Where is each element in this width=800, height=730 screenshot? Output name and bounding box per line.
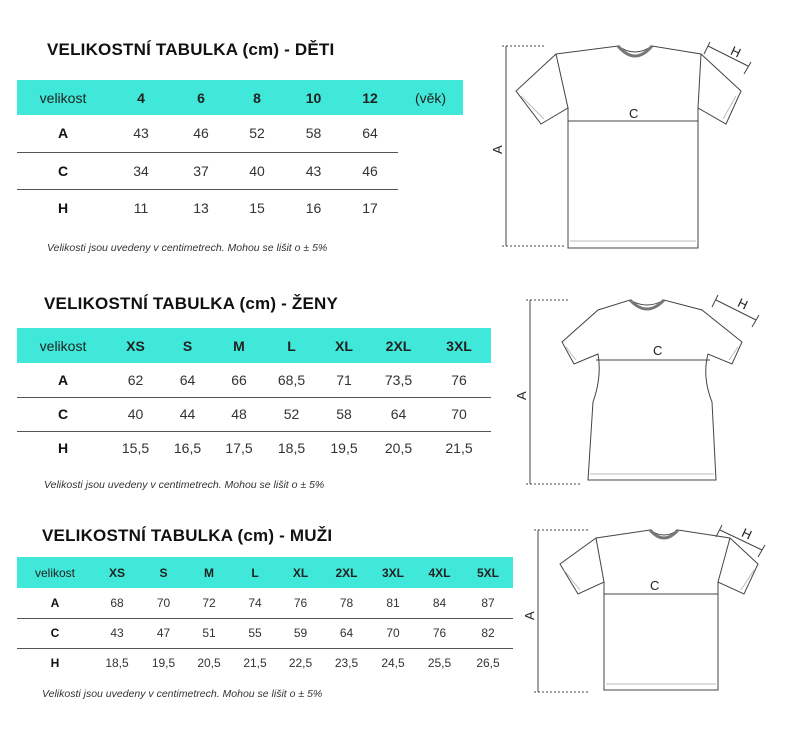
table-cell: 15,5 xyxy=(121,440,150,457)
table-cell: 19,5 xyxy=(330,440,358,457)
table-cell: 17,5 xyxy=(225,440,253,457)
size-header-cell: XS xyxy=(109,328,162,363)
size-header-cell: 2XL xyxy=(323,557,370,588)
table-cell: 64 xyxy=(370,397,427,431)
table-cell: 68 xyxy=(93,588,141,618)
row-label: C xyxy=(17,152,109,189)
table-cell: 70 xyxy=(141,588,186,618)
table-row xyxy=(17,618,513,648)
table-cell: 82 xyxy=(463,618,513,648)
row-label: H xyxy=(57,199,69,216)
table-cell: 51 xyxy=(186,618,232,648)
table-header-row xyxy=(17,80,463,115)
size-table-title-kids: VELIKOSTNÍ TABULKA (cm) - DĚTI xyxy=(47,40,335,59)
size-header-cell: 8 xyxy=(229,80,285,115)
table-cell: 15 xyxy=(249,199,265,216)
table-row xyxy=(17,363,491,397)
row-label: A xyxy=(17,363,109,397)
tshirt-diagram-men xyxy=(518,522,780,698)
size-header-cell: S xyxy=(141,557,186,588)
dimension-label-h: H xyxy=(728,43,744,61)
table-cell: 18,5 xyxy=(105,656,129,671)
row-label: H xyxy=(50,656,60,671)
table-cell: 70 xyxy=(370,618,416,648)
table-cell: 64 xyxy=(162,363,213,397)
size-note: Velikosti jsou uvedeny v centimetrech. Mohou se lišit o ± 5% xyxy=(47,242,328,254)
table-header-row xyxy=(17,328,491,363)
table-cell: 20,5 xyxy=(384,440,413,457)
size-table-women xyxy=(17,328,491,465)
size-header-cell: M xyxy=(186,557,232,588)
table-cell: 48 xyxy=(213,397,265,431)
table-cell: 13 xyxy=(193,199,209,216)
table-row xyxy=(17,397,491,431)
table-cell: 47 xyxy=(141,618,186,648)
size-header-cell: 2XL xyxy=(370,328,427,363)
size-header-cell: 4 xyxy=(109,80,173,115)
table-cell: 68,5 xyxy=(265,363,318,397)
table-cell: 58 xyxy=(285,115,342,152)
size-header-label: velikost xyxy=(17,80,109,115)
table-row xyxy=(17,152,463,189)
size-table-title-women: VELIKOSTNÍ TABULKA (cm) - ŽENY xyxy=(44,294,339,313)
table-cell: 76 xyxy=(278,588,323,618)
table-cell: 76 xyxy=(416,618,463,648)
table-cell: 46 xyxy=(173,115,229,152)
table-row xyxy=(17,588,513,618)
size-header-cell: 10 xyxy=(285,80,342,115)
table-header-row xyxy=(17,557,513,588)
table-cell: 16 xyxy=(305,199,322,216)
table-cell: 70 xyxy=(427,397,491,431)
dimension-label-c: C xyxy=(629,106,639,121)
table-cell: 84 xyxy=(416,588,463,618)
table-cell: 74 xyxy=(232,588,278,618)
row-label: C xyxy=(17,618,93,648)
table-cell: 55 xyxy=(232,618,278,648)
table-cell: 20,5 xyxy=(197,656,221,671)
table-cell: 73,5 xyxy=(370,363,427,397)
table-cell: 76 xyxy=(427,363,491,397)
table-cell: 87 xyxy=(463,588,513,618)
table-cell: 43 xyxy=(93,618,141,648)
size-header-cell: XL xyxy=(278,557,323,588)
table-cell: 43 xyxy=(109,115,173,152)
table-cell: 16,5 xyxy=(173,440,202,457)
table-cell: 71 xyxy=(318,363,370,397)
row-label: C xyxy=(17,397,109,431)
size-table-men xyxy=(17,557,513,678)
size-header-cell: S xyxy=(162,328,213,363)
table-cell: 78 xyxy=(323,588,370,618)
table-cell: 64 xyxy=(342,115,398,152)
table-cell: 62 xyxy=(109,363,162,397)
size-header-cell: 3XL xyxy=(370,557,416,588)
size-table-kids xyxy=(17,80,463,226)
table-cell: 37 xyxy=(173,152,229,189)
table-cell: 81 xyxy=(370,588,416,618)
size-note: Velikosti jsou uvedeny v centimetrech. Mohou se lišit o ± 5% xyxy=(42,688,323,700)
table-cell: 46 xyxy=(342,152,398,189)
dimension-label-a: A xyxy=(490,145,505,154)
table-cell: 43 xyxy=(285,152,342,189)
size-header-cell: 4XL xyxy=(416,557,463,588)
size-header-cell: 12 xyxy=(342,80,398,115)
size-header-cell: XS xyxy=(93,557,141,588)
dimension-label-a: A xyxy=(522,611,537,620)
table-cell: 21,5 xyxy=(445,440,473,457)
table-cell: 58 xyxy=(318,397,370,431)
table-cell: 22,5 xyxy=(288,656,313,671)
table-cell: 25,5 xyxy=(427,656,452,671)
size-header-cell: L xyxy=(232,557,278,588)
table-cell: 17 xyxy=(362,199,378,216)
table-cell: 34 xyxy=(109,152,173,189)
size-header-cell: XL xyxy=(318,328,370,363)
table-cell: 21,5 xyxy=(243,656,267,671)
dimension-label-h: H xyxy=(735,295,751,313)
size-header-label: velikost xyxy=(17,557,93,588)
table-row xyxy=(17,431,491,465)
size-header-cell: M xyxy=(213,328,265,363)
size-header-label: velikost xyxy=(17,328,109,363)
row-label: A xyxy=(17,588,93,618)
table-cell: 18,5 xyxy=(277,440,306,457)
dimension-label-c: C xyxy=(650,578,660,593)
dimension-label-h: H xyxy=(739,525,755,543)
table-row xyxy=(17,115,463,152)
table-row xyxy=(17,648,513,678)
table-cell: 23,5 xyxy=(334,656,359,671)
table-cell: 52 xyxy=(229,115,285,152)
size-table-title-men: VELIKOSTNÍ TABULKA (cm) - MUŽI xyxy=(42,526,333,545)
table-cell: 59 xyxy=(278,618,323,648)
table-cell: 72 xyxy=(186,588,232,618)
table-row xyxy=(17,189,463,226)
table-cell: 66 xyxy=(213,363,265,397)
table-cell: 26,5 xyxy=(476,656,500,671)
tshirt-diagram-kids xyxy=(486,36,766,256)
age-unit-label: (věk) xyxy=(398,80,463,115)
table-cell: 40 xyxy=(109,397,162,431)
size-header-cell: 6 xyxy=(173,80,229,115)
table-cell: 44 xyxy=(162,397,213,431)
row-label: H xyxy=(57,440,69,457)
size-header-cell: L xyxy=(265,328,318,363)
table-cell: 19,5 xyxy=(151,656,176,671)
size-header-cell: 3XL xyxy=(427,328,491,363)
table-cell: 11 xyxy=(133,199,149,216)
tshirt-diagram-women xyxy=(510,292,780,492)
row-label: A xyxy=(17,115,109,152)
table-cell: 40 xyxy=(229,152,285,189)
size-note: Velikosti jsou uvedeny v centimetrech. Mohou se lišit o ± 5% xyxy=(44,479,325,491)
size-header-cell: 5XL xyxy=(463,557,513,588)
dimension-label-a: A xyxy=(514,391,529,400)
table-cell: 52 xyxy=(265,397,318,431)
table-cell: 24,5 xyxy=(381,656,405,671)
dimension-label-c: C xyxy=(653,343,663,358)
table-cell: 64 xyxy=(323,618,370,648)
